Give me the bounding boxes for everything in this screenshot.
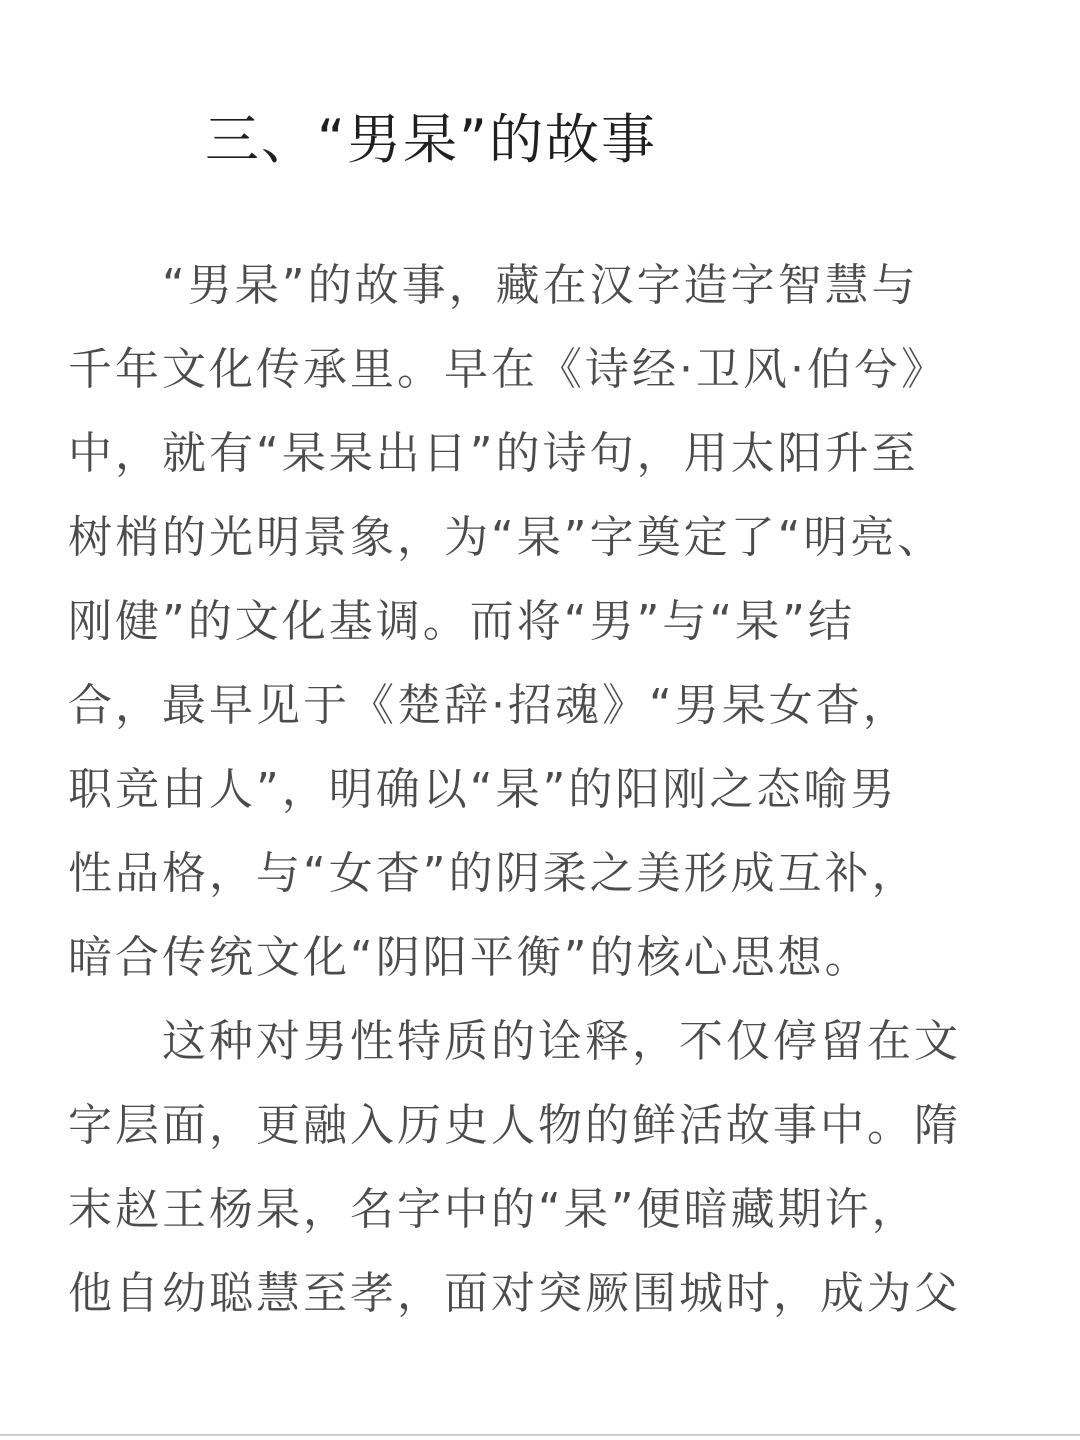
text-line: 性品格，与“女杳”的阴柔之美形成互补， — [68, 848, 919, 899]
text-line: 千年文化传承里。早在《诗经·卫风·伯兮》 — [68, 344, 948, 395]
text-line: 中，就有“杲杲出日”的诗句，用太阳升至 — [68, 428, 919, 479]
text-line: 树梢的光明景象，为“杲”字奠定了“明亮、 — [68, 512, 945, 563]
bottom-divider — [0, 1434, 1080, 1436]
text-line: 职竞由人”，明确以“杲”的阳刚之态喻男 — [68, 764, 898, 815]
text-line: 刚健”的文化基调。而将“男”与“杲”结 — [68, 596, 855, 647]
text-line: “男杲”的故事，藏在汉字造字智慧与 — [68, 260, 919, 311]
section-heading: 三、“男杲”的故事 — [205, 108, 657, 171]
article-body — [68, 244, 1018, 1336]
text-line: 他自幼聪慧至孝，面对突厥围城时，成为父 — [68, 1268, 961, 1319]
text-line: 字层面，更融入历史人物的鲜活故事中。隋 — [68, 1100, 961, 1151]
text-line: 这种对男性特质的诠释，不仅停留在文 — [68, 1016, 961, 1067]
text-line: 合，最早见于《楚辞·招魂》“男杲女杳， — [68, 680, 910, 731]
text-line: 暗合传统文化“阴阳平衡”的核心思想。 — [68, 932, 872, 983]
text-line: 末赵王杨杲，名字中的“杲”便暗藏期许， — [68, 1184, 919, 1235]
